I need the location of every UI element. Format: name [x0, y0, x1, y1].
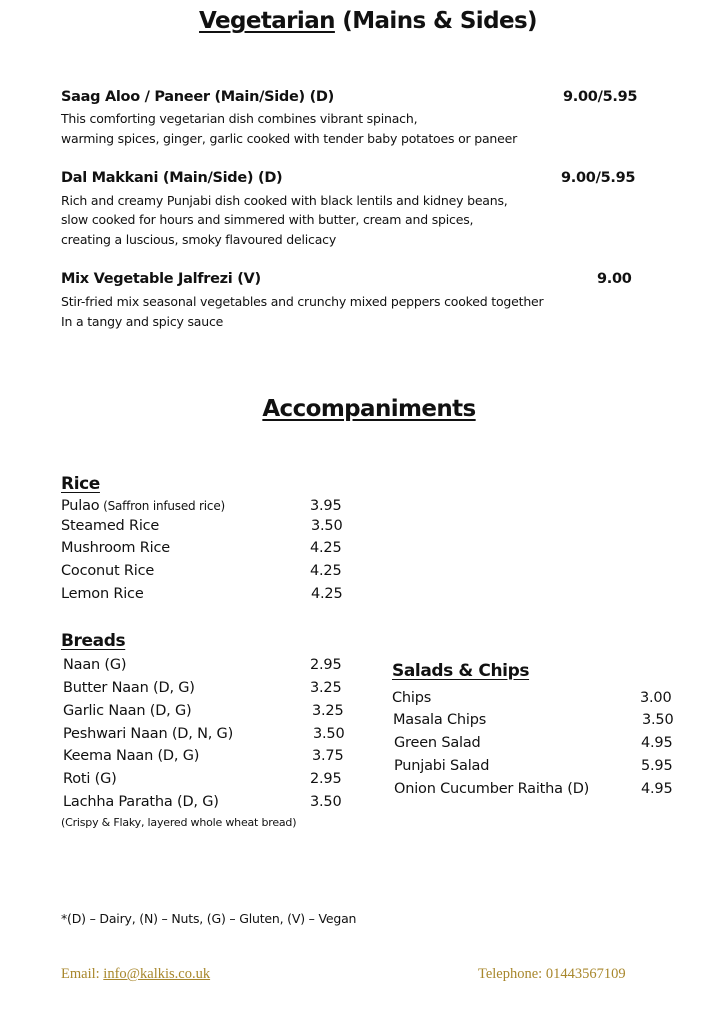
- rice-item-name: Lemon Rice: [61, 586, 144, 602]
- rice-item-name: Steamed Rice: [61, 518, 160, 534]
- dish-name: Mix Vegetable Jalfrezi (V): [61, 271, 261, 287]
- rice-item-price: 3.95: [310, 498, 342, 514]
- rice-item-price: 3.50: [311, 518, 343, 534]
- dish-description-line: warming spices, ginger, garlic cooked with tender baby potatoes or paneer: [61, 131, 518, 146]
- salads-heading: Salads & Chips: [392, 661, 530, 681]
- bread-item-price: 3.50: [313, 726, 345, 742]
- dish-name: Saag Aloo / Paneer (Main/Side) (D): [61, 89, 334, 105]
- bread-item-price: 3.25: [312, 703, 344, 719]
- rice-item-note: (Saffron infused rice): [99, 499, 225, 513]
- bread-item-name: Lachha Paratha (D, G): [63, 794, 219, 810]
- salad-item-name: Masala Chips: [393, 712, 487, 728]
- rice-item-price: 4.25: [310, 540, 342, 556]
- salad-item-price: 4.95: [641, 781, 673, 797]
- dish-name: Dal Makkani (Main/Side) (D): [61, 170, 283, 186]
- vegetarian-heading: [0, 8, 714, 34]
- salad-item-name: Chips: [392, 690, 432, 706]
- footer-email-label: Email:: [61, 966, 104, 982]
- rice-item-name: Coconut Rice: [61, 563, 155, 579]
- rice-item-price: 4.25: [310, 563, 342, 579]
- salad-item-price: 3.50: [642, 712, 674, 728]
- bread-item-name: Keema Naan (D, G): [63, 748, 200, 764]
- dish-description-line: creating a luscious, smoky flavoured delicacy: [61, 232, 337, 247]
- rice-item-name: [61, 498, 225, 514]
- dish-description-line: This comforting vegetarian dish combines vibrant spinach,: [61, 111, 418, 126]
- breads-note: (Crispy & Flaky, layered whole wheat bread): [61, 816, 297, 829]
- dish-description-line: slow cooked for hours and simmered with butter, cream and spices,: [61, 212, 474, 227]
- bread-item-name: Butter Naan (D, G): [63, 680, 195, 696]
- bread-item-price: 3.75: [312, 748, 344, 764]
- salad-item-price: 4.95: [641, 735, 673, 751]
- breads-heading: Breads: [61, 631, 126, 651]
- rice-item-name: Mushroom Rice: [61, 540, 170, 556]
- bread-item-price: 2.95: [310, 657, 342, 673]
- bread-item-name: Peshwari Naan (D, N, G): [63, 726, 234, 742]
- rice-heading: Rice: [61, 474, 100, 494]
- dish-description-line: Rich and creamy Punjabi dish cooked with black lentils and kidney beans,: [61, 193, 508, 208]
- salad-item-price: 5.95: [641, 758, 673, 774]
- bread-item-name: Roti (G): [63, 771, 117, 787]
- footer-telephone: Telephone: 01443567109: [478, 966, 626, 982]
- email-link[interactable]: info@kalkis.co.uk: [103, 966, 211, 982]
- bread-item-name: Naan (G): [63, 657, 127, 673]
- accompaniments-heading: Accompaniments: [262, 396, 476, 422]
- dish-description-line: Stir-fried mix seasonal vegetables and crunchy mixed peppers cooked together: [61, 294, 544, 309]
- rice-item-label: Pulao: [61, 498, 100, 514]
- salad-item-name: Punjabi Salad: [394, 758, 490, 774]
- salad-item-name: Onion Cucumber Raitha (D): [394, 781, 590, 797]
- allergen-legend: *(D) – Dairy, (N) – Nuts, (G) – Gluten, (V) – Vegan: [61, 911, 357, 926]
- dish-price: 9.00/5.95: [561, 170, 636, 186]
- dish-price: 9.00: [597, 271, 632, 287]
- rice-item-price: 4.25: [311, 586, 343, 602]
- dish-description-line: In a tangy and spicy sauce: [61, 314, 224, 329]
- dish-price: 9.00/5.95: [563, 89, 638, 105]
- bread-item-price: 2.95: [310, 771, 342, 787]
- vegetarian-heading-rest: (Mains & Sides): [334, 8, 537, 34]
- salad-item-name: Green Salad: [394, 735, 481, 751]
- footer-email: [61, 966, 210, 983]
- bread-item-price: 3.25: [310, 680, 342, 696]
- salad-item-price: 3.00: [640, 690, 672, 706]
- bread-item-name: Garlic Naan (D, G): [63, 703, 192, 719]
- vegetarian-heading-main: Vegetarian: [199, 8, 335, 34]
- bread-item-price: 3.50: [310, 794, 342, 810]
